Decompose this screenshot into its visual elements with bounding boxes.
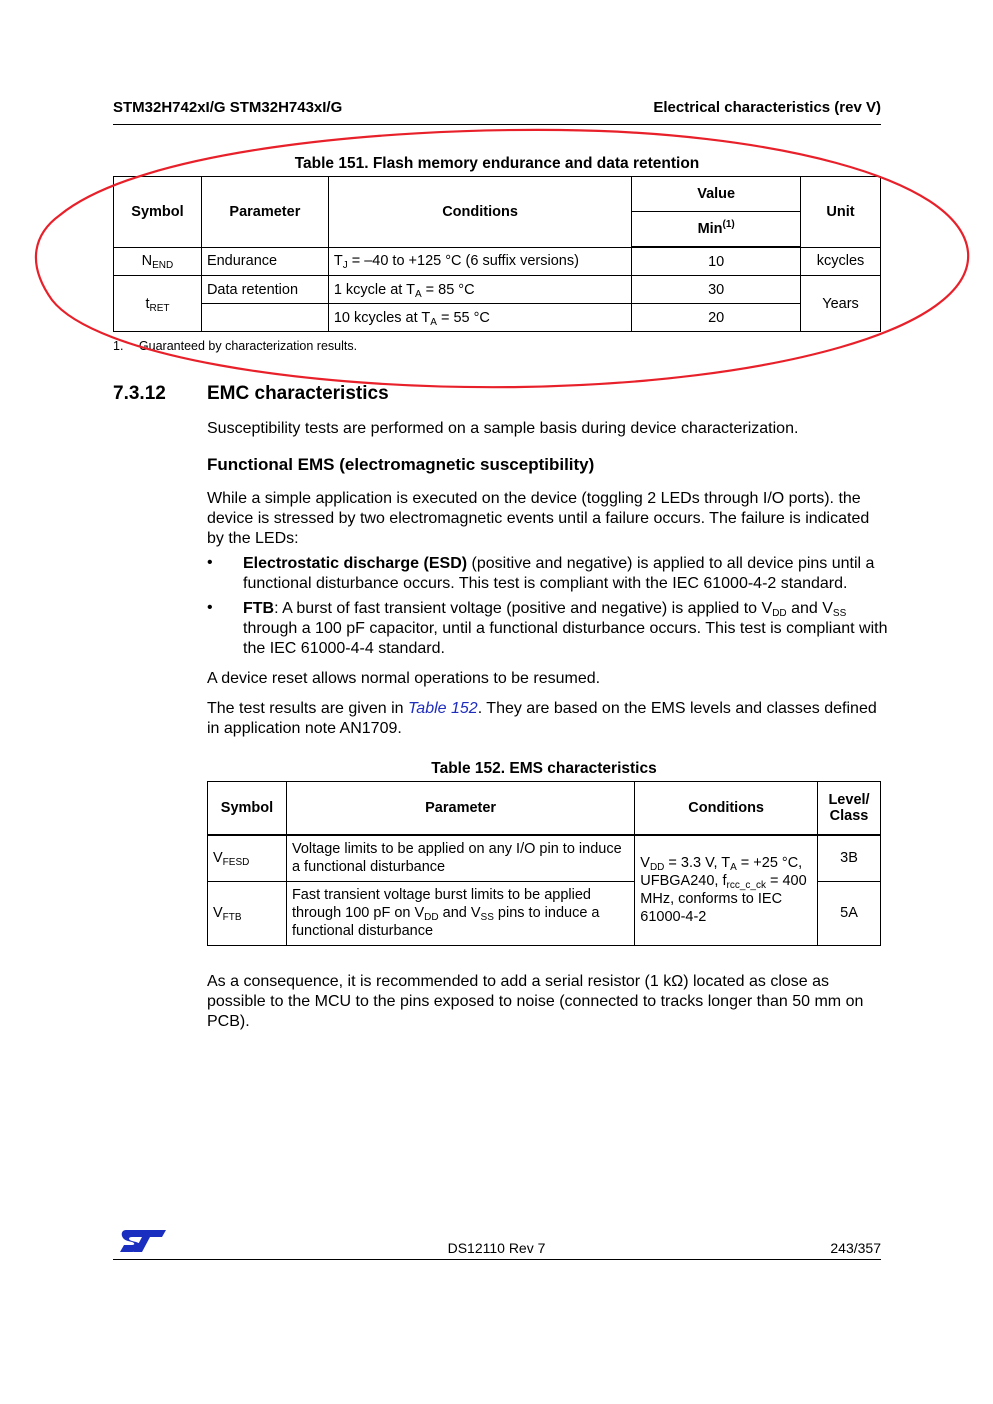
parameter-cell: Data retention — [201, 276, 328, 304]
table-151-footnote — [113, 339, 357, 353]
conditions-cell: $V_{DD} = 3.3$ V, $T_A = +25$ °C, UFBGA240, $f_{rcc\_c\_ck} = 400$ MHz, conforms to IEC 61000-4-2 — [635, 835, 818, 945]
level-cell: 3B — [818, 835, 881, 881]
paragraph: As a consequence, it is recommended to add a serial resistor (1 kΩ) located as close as possible to the MCU to the pins exposed to noise (connected to tracks longer than 50 mm on PCB). — [207, 973, 864, 1030]
list-item: FTB: A burst of fast transient voltage (positive and negative) is applied to $V_{DD}$ and $V_{SS}$ through a 100 pF capacitor, until a functional disturbance occurs. This test is compliant with the IEC 61000-4-4 standard. — [243, 600, 888, 657]
footer-page-number: 243/357 — [830, 1240, 881, 1256]
symbol-cell: $N_{END}$ — [114, 247, 202, 276]
table-row — [114, 304, 881, 332]
col-parameter-header: Parameter — [286, 782, 634, 836]
footer-divider — [113, 1259, 881, 1260]
parameter-cell: Fast transient voltage burst limits to be applied through 100 pF on $V_{DD}$ and $V_{SS}$ pins to induce a functional disturbance — [286, 881, 634, 945]
paragraph: While a simple application is executed on the device (toggling 2 LEDs through I/O ports). the device is stressed by two electromagnetic events until a failure occurs. The failure is indicated by the LEDs: — [207, 490, 870, 547]
unit-cell: Years — [801, 276, 881, 332]
col-conditions-header: Conditions — [635, 782, 818, 836]
col-symbol-header: Symbol — [114, 177, 202, 248]
value-cell: 20 — [632, 304, 801, 332]
col-symbol-header: Symbol — [208, 782, 287, 836]
conditions-cell: $T_J = -40$ to +125 °C (6 suffix versions) — [328, 247, 631, 276]
intro-paragraph: Susceptibility tests are performed on a sample basis during device characterization. — [207, 420, 799, 437]
section-title: EMC characteristics — [207, 383, 389, 404]
paragraph: The test results are given in Table 152. They are based on the EMS levels and classes defined in application note AN1709. — [207, 700, 877, 737]
conditions-cell: 1 kcycle at $T_A = 85$ °C — [328, 276, 631, 304]
col-value-header: Value — [632, 177, 801, 212]
col-parameter-header: Parameter — [201, 177, 328, 248]
symbol-cell: $t_{RET}$ — [114, 276, 202, 332]
header-part-numbers: STM32H742xI/G STM32H743xI/G — [113, 99, 343, 116]
footnote-number: 1. — [113, 339, 124, 353]
footer-doc-id: DS12110 Rev 7 — [447, 1240, 546, 1256]
col-unit-header: Unit — [801, 177, 881, 248]
table-152-link[interactable]: Table 152 — [407, 700, 478, 717]
header-chapter-title: Electrical characteristics (rev V) — [653, 99, 881, 116]
list-item: Electrostatic discharge (ESD) (positive and negative) is applied to all device pins until a functional disturbance occurs. This test is compliant with the IEC 61000-4-2 standard. — [243, 555, 875, 592]
col-level-header: Level/ Class — [818, 782, 881, 836]
value-cell: 30 — [632, 276, 801, 304]
paragraph: A device reset allows normal operations to be resumed. — [207, 670, 601, 687]
bullet-icon: • — [207, 599, 213, 616]
conditions-cell: 10 kcycles at $T_A = 55$ °C — [328, 304, 631, 332]
footnote-ref: (1) — [722, 219, 735, 230]
symbol-cell: $V_{FESD}$ — [208, 835, 287, 881]
section-number: 7.3.12 — [113, 383, 166, 404]
level-cell: 5A — [818, 881, 881, 945]
table-row — [114, 247, 881, 276]
parameter-cell — [201, 304, 328, 332]
table-151 — [113, 176, 881, 332]
table-row — [114, 276, 881, 304]
subsection-heading: Functional EMS (electromagnetic susceptibility) — [207, 455, 595, 474]
unit-cell: kcycles — [801, 247, 881, 276]
symbol-cell: $V_{FTB}$ — [208, 881, 287, 945]
table-151-caption: Table 151. Flash memory endurance and data retention — [294, 155, 700, 172]
col-conditions-header: Conditions — [328, 177, 631, 248]
bullet-icon: • — [207, 554, 213, 571]
table-152-caption: Table 152. EMS characteristics — [431, 760, 657, 777]
parameter-cell: Endurance — [201, 247, 328, 276]
min-label: Min — [697, 221, 723, 237]
header-divider — [113, 124, 881, 125]
footnote-text: Guaranteed by characterization results. — [138, 339, 358, 353]
col-min-header — [632, 212, 801, 248]
table-152 — [207, 781, 881, 946]
parameter-cell: Voltage limits to be applied on any I/O pin to induce a functional disturbance — [286, 835, 634, 881]
table-row — [208, 835, 881, 881]
value-cell: 10 — [632, 247, 801, 276]
